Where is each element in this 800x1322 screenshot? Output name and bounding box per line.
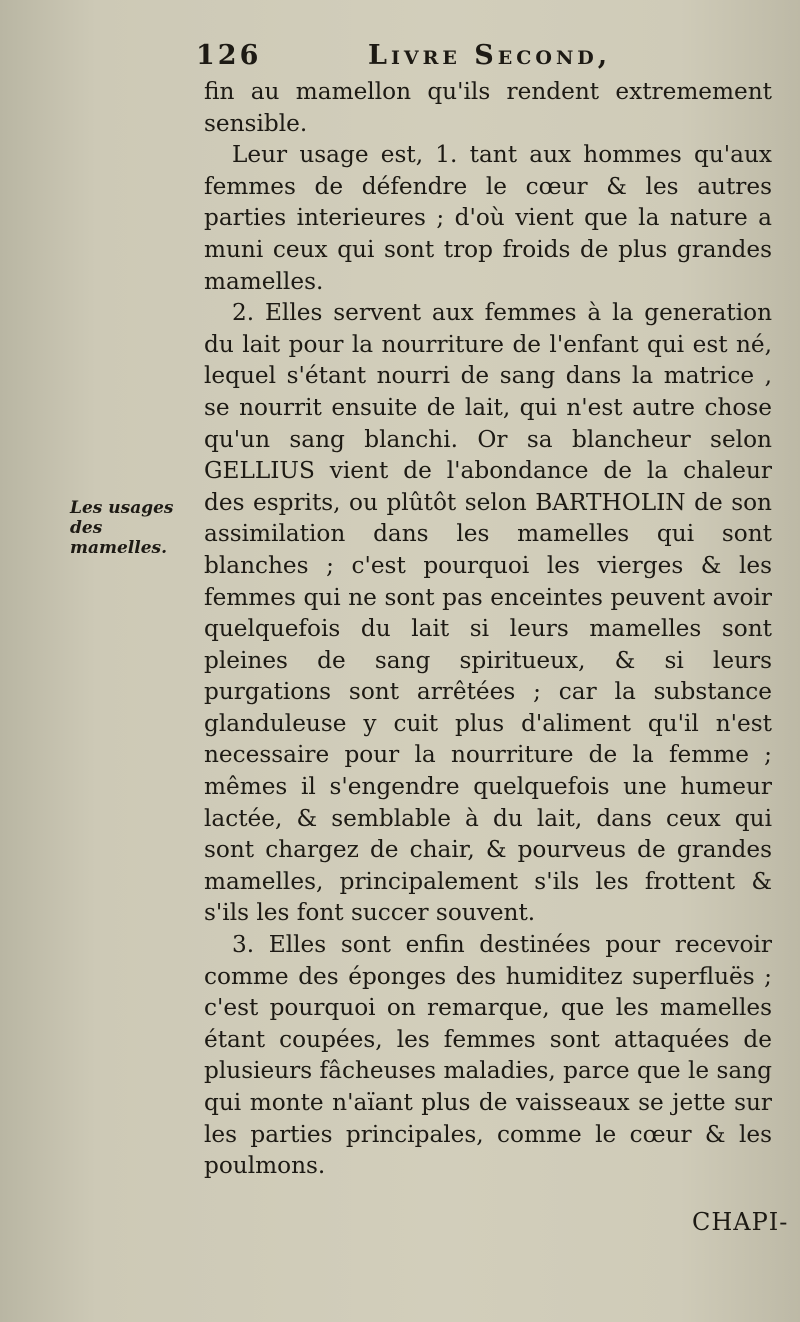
catchword: CHAPI- (692, 1208, 789, 1236)
page-number: 126 (196, 40, 262, 71)
running-title: Livre Second, (368, 40, 612, 71)
paragraph-usage-2: 2. Elles servent aux femmes à la generation du lait pour la nourriture de l'enfant qui est né, lequel s'étant nourri de sang dans la matrice , se nourrit ensuite de lait, qui n'est autre chose qu'un sang blanchi. Or sa blancheur selon GELLIUS vient de l'abondance de la chaleur des esprits, ou plûtôt selon BARTHOLIN de son assimilation dans les mamelles qui sont blanches ; c'est pourquoi les vierges & les femmes qui ne sont pas enceintes peuvent avoir quelquefois du lait si leurs mamelles sont pleines de sang spiritueux, & si leurs purgations sont arrêtées ; car la substance glanduleuse y cuit plus d'aliment qu'il n'est necessaire pour la nourriture de la femme ; mêmes il s'engendre quelquefois une humeur lactée, & semblable à du lait, dans ceux qui sont chargez de chair, & pourveus de grandes mamelles, principalement s'ils les frottent & s'ils les font succer souvent. (204, 299, 772, 927)
paragraph-continuation: fin au mamellon qu'ils rendent extremement sensible. (204, 78, 772, 137)
page-header (196, 40, 786, 80)
margin-note: Les usages des mamelles. (70, 498, 174, 558)
paragraph-usage-1: Leur usage est, 1. tant aux hommes qu'aux femmes de défendre le cœur & les autres parties interieures ; d'où vient que la nature a muni ceux qui sont trop froids de plus grandes mamelles. (204, 141, 772, 295)
paragraph-usage-3: 3. Elles sont enfin destinées pour recevoir comme des éponges des humiditez superfluës ; c'est pourquoi on remarque, que les mamelles étant coupées, les femmes sont attaquées de plusieurs fâcheuses maladies, parce que le sang qui monte n'aïant plus de vaisseaux se jette sur les parties principales, comme le cœur & les poulmons. (204, 931, 772, 1180)
body-text (204, 76, 772, 1182)
